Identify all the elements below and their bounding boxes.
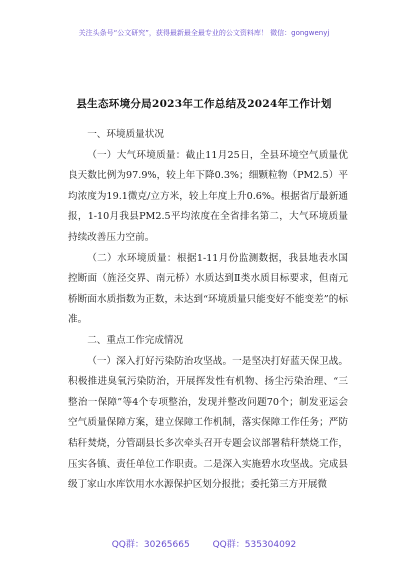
footer	[0, 537, 408, 550]
footer-qq-group-2: QQ群：535304092	[212, 540, 297, 550]
section-heading-1: 一、环境质量状况	[87, 129, 164, 140]
paragraph-pollution-control: （一）深入打好污染防治攻坚战。一是坚决打好蓝天保卫战。积极推进臭氧污染防治，开展挥发性有机物、扬尘污染治理、“三整治一保障”等4个专项整治，发现并整改问题70个；制发亚运会空气质量保障方案，建立保障工作机制，落实保障工作任务；严防秸秆焚烧，分管副县长多次牵头召开专题会议部署秸秆禁烧工作，压实各镇、责任单位工作职责。二是深入实施碧水攻坚战。完成县级丁家山水库饮用水水源保护区划分报批；委托第三方开展微	[68, 355, 348, 491]
paragraph-air-quality: （一）大气环境质量：截止11月25日，全县环境空气质量优良天数比例为97.9%，较上年下降0.3%；细颗粒物（PM2.5）平均浓度为19.1微克/立方米，较上年度上升0.6%。根据省厅最新通报，1-10月我县PM2.5平均浓度在全省排名第二，大气环境质量持续改善压力空前。	[68, 149, 348, 243]
footer-qq-group-1: QQ群：30265665	[111, 540, 190, 550]
section-heading-2: 二、重点工作完成情况	[87, 334, 184, 346]
document-body	[68, 125, 348, 496]
top-banner: 关注头条号“公文研究”，获得最新最全最专业的公文资料库！ 微信：gongwenyj	[78, 29, 330, 37]
document-title: 县生态环境分局2023年工作总结及2024年工作计划	[76, 98, 332, 110]
paragraph-water-quality: （二）水环境质量：根据1-11月份监测数据，我县地表水国控断面（旌泾交界、南元桥）水质达到Ⅱ类水质目标要求，但南元桥断面水质指数为正数，未达到“环境质量只能变好不能变差”的标准。	[68, 252, 348, 326]
